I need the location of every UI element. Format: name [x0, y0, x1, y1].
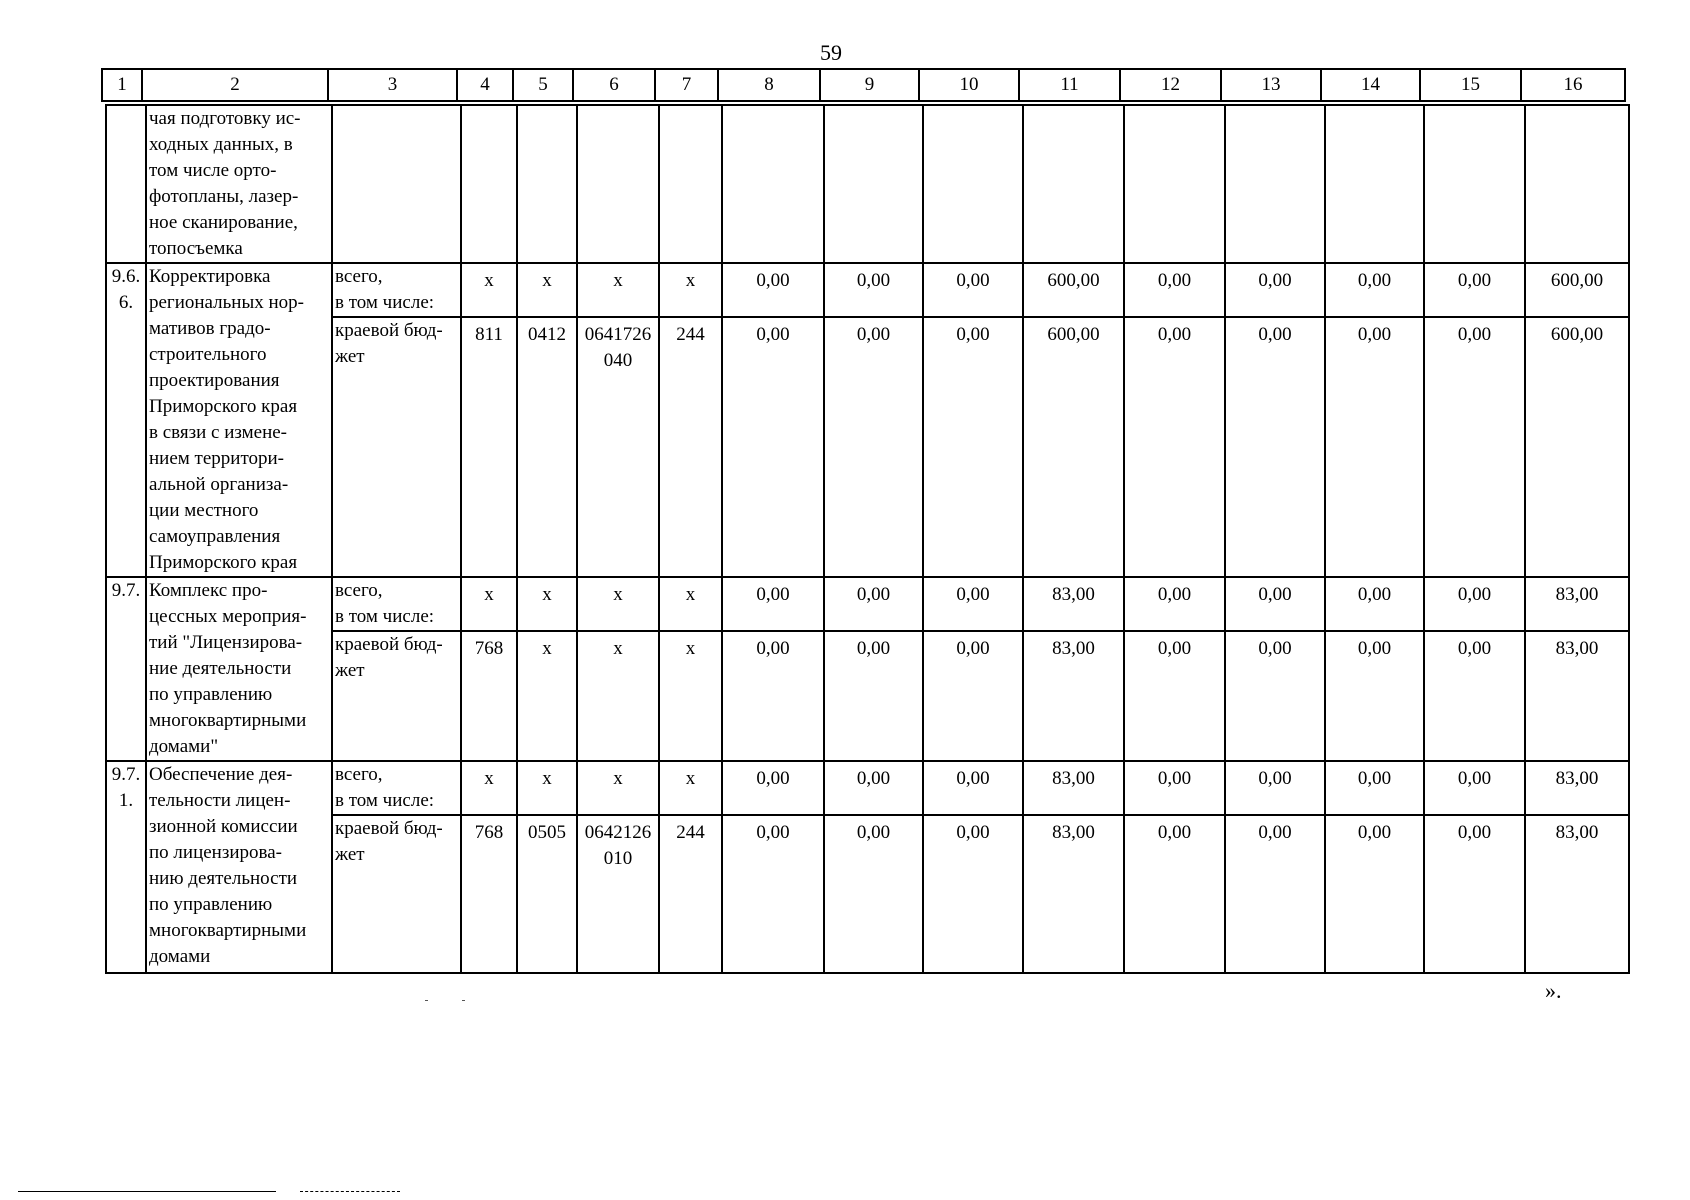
amount-cell: 0,00	[824, 761, 923, 815]
empty-cell	[332, 105, 461, 263]
amount-cell: 0,00	[722, 317, 824, 577]
amount-cell: 0,00	[1124, 631, 1225, 761]
data-table	[105, 104, 1630, 974]
code-cell: 244	[659, 815, 722, 973]
header-col-6: 6	[573, 69, 655, 101]
amount-cell: 0,00	[1424, 815, 1525, 973]
closing-quote-mark: ».	[1545, 978, 1562, 1003]
code-cell: 0642126 010	[577, 815, 659, 973]
code-cell: 0641726 040	[577, 317, 659, 577]
amount-cell: 0,00	[923, 577, 1023, 631]
empty-cell	[1525, 105, 1629, 263]
item-name-cell: Обеспечение дея- тельности лицен- зионной комиссии по лицензирова- нию деятельности по управлению многоквартирными домами	[146, 761, 332, 973]
item-name-cell: чая подготовку ис- ходных данных, в том числе орто- фотопланы, лазер- ное сканирование, топосъемка	[146, 105, 332, 263]
row-number-cell: 9.7.	[106, 577, 146, 761]
table-row	[106, 263, 1629, 317]
amount-cell: 0,00	[1424, 263, 1525, 317]
header-row	[102, 69, 1625, 101]
code-cell: x	[461, 263, 517, 317]
amount-cell: 0,00	[824, 815, 923, 973]
amount-cell: 0,00	[923, 631, 1023, 761]
code-cell: x	[659, 631, 722, 761]
amount-cell: 0,00	[722, 631, 824, 761]
footer-rule	[300, 1191, 400, 1192]
amount-cell: 600,00	[1023, 263, 1124, 317]
amount-cell: 83,00	[1525, 577, 1629, 631]
funding-source-cell: краевой бюд- жет	[332, 815, 461, 973]
code-cell: x	[577, 577, 659, 631]
header-col-13: 13	[1221, 69, 1321, 101]
code-cell: x	[659, 263, 722, 317]
amount-cell: 83,00	[1525, 761, 1629, 815]
header-col-12: 12	[1120, 69, 1221, 101]
empty-cell	[1424, 105, 1525, 263]
empty-cell	[517, 105, 577, 263]
funding-source-cell: краевой бюд- жет	[332, 631, 461, 761]
amount-cell: 0,00	[1325, 263, 1424, 317]
empty-cell	[461, 105, 517, 263]
code-cell: x	[517, 631, 577, 761]
empty-cell	[722, 105, 824, 263]
amount-cell: 0,00	[722, 761, 824, 815]
header-col-5: 5	[513, 69, 573, 101]
empty-cell	[1023, 105, 1124, 263]
amount-cell: 0,00	[1225, 577, 1325, 631]
header-col-9: 9	[820, 69, 919, 101]
amount-cell: 0,00	[722, 263, 824, 317]
table-row	[106, 577, 1629, 631]
table-header	[101, 68, 1626, 102]
amount-cell: 0,00	[824, 577, 923, 631]
amount-cell: 600,00	[1525, 317, 1629, 577]
header-col-8: 8	[718, 69, 820, 101]
amount-cell: 0,00	[923, 815, 1023, 973]
amount-cell: 0,00	[1225, 761, 1325, 815]
code-cell: 0505	[517, 815, 577, 973]
table-row	[106, 631, 1629, 761]
header-col-7: 7	[655, 69, 718, 101]
code-cell: x	[461, 761, 517, 815]
code-cell: x	[577, 631, 659, 761]
amount-cell: 0,00	[722, 815, 824, 973]
page-number: 59	[820, 40, 842, 65]
code-cell: x	[517, 761, 577, 815]
amount-cell: 0,00	[1424, 317, 1525, 577]
amount-cell: 83,00	[1525, 815, 1629, 973]
amount-cell: 0,00	[1124, 263, 1225, 317]
item-name-cell: Комплекс про- цессных мероприя- тий "Лицензирова- ние деятельности по управлению многоквартирными домами"	[146, 577, 332, 761]
amount-cell: 0,00	[1225, 815, 1325, 973]
amount-cell: 0,00	[1424, 577, 1525, 631]
amount-cell: 600,00	[1023, 317, 1124, 577]
code-cell: x	[517, 263, 577, 317]
code-cell: 0412	[517, 317, 577, 577]
header-col-1: 1	[102, 69, 142, 101]
code-cell: x	[517, 577, 577, 631]
code-cell: x	[659, 761, 722, 815]
amount-cell: 0,00	[1124, 577, 1225, 631]
amount-cell: 0,00	[1225, 317, 1325, 577]
funding-source-cell: краевой бюд- жет	[332, 317, 461, 577]
code-cell: x	[461, 577, 517, 631]
header-col-10: 10	[919, 69, 1019, 101]
row-number-cell: 9.7. 1.	[106, 761, 146, 973]
header-col-14: 14	[1321, 69, 1420, 101]
item-name-cell: Корректировка региональных нор- мативов градо- строительного проектирования Приморского края в связи с измене- нием территори- альной организа- ции местного самоуправления Приморского края	[146, 263, 332, 577]
header-col-15: 15	[1420, 69, 1521, 101]
table-row	[106, 815, 1629, 973]
amount-cell: 0,00	[1225, 263, 1325, 317]
footer-rule	[18, 1191, 276, 1192]
table-row	[106, 761, 1629, 815]
amount-cell: 0,00	[923, 263, 1023, 317]
amount-cell: 0,00	[1325, 761, 1424, 815]
code-cell: x	[577, 761, 659, 815]
header-col-4: 4	[457, 69, 513, 101]
amount-cell: 0,00	[824, 631, 923, 761]
amount-cell: 0,00	[923, 761, 1023, 815]
amount-cell: 0,00	[1325, 317, 1424, 577]
amount-cell: 0,00	[1424, 761, 1525, 815]
empty-cell	[1225, 105, 1325, 263]
scan-speck	[462, 1000, 465, 1001]
amount-cell: 83,00	[1023, 577, 1124, 631]
amount-cell: 600,00	[1525, 263, 1629, 317]
amount-cell: 0,00	[923, 317, 1023, 577]
funding-source-cell: всего, в том числе:	[332, 263, 461, 317]
empty-cell	[577, 105, 659, 263]
amount-cell: 0,00	[1424, 631, 1525, 761]
funding-source-cell: всего, в том числе:	[332, 761, 461, 815]
code-cell: 244	[659, 317, 722, 577]
amount-cell: 0,00	[824, 263, 923, 317]
row-number-cell	[106, 105, 146, 263]
amount-cell: 0,00	[1124, 815, 1225, 973]
amount-cell: 0,00	[1325, 577, 1424, 631]
header-col-11: 11	[1019, 69, 1120, 101]
amount-cell: 0,00	[722, 577, 824, 631]
amount-cell: 0,00	[1124, 317, 1225, 577]
row-number-cell: 9.6. 6.	[106, 263, 146, 577]
amount-cell: 0,00	[1124, 761, 1225, 815]
header-col-2: 2	[142, 69, 328, 101]
header-col-16: 16	[1521, 69, 1625, 101]
amount-cell: 0,00	[1225, 631, 1325, 761]
empty-cell	[659, 105, 722, 263]
amount-cell: 0,00	[1325, 631, 1424, 761]
code-cell: 768	[461, 815, 517, 973]
amount-cell: 0,00	[824, 317, 923, 577]
scan-speck	[425, 1000, 428, 1001]
empty-cell	[1124, 105, 1225, 263]
amount-cell: 83,00	[1525, 631, 1629, 761]
code-cell: x	[577, 263, 659, 317]
amount-cell: 83,00	[1023, 761, 1124, 815]
empty-cell	[824, 105, 923, 263]
code-cell: 811	[461, 317, 517, 577]
amount-cell: 83,00	[1023, 815, 1124, 973]
code-cell: x	[659, 577, 722, 631]
amount-cell: 0,00	[1325, 815, 1424, 973]
empty-cell	[923, 105, 1023, 263]
empty-cell	[1325, 105, 1424, 263]
header-col-3: 3	[328, 69, 457, 101]
amount-cell: 83,00	[1023, 631, 1124, 761]
funding-source-cell: всего, в том числе:	[332, 577, 461, 631]
code-cell: 768	[461, 631, 517, 761]
table-row	[106, 317, 1629, 577]
table-row	[106, 105, 1629, 263]
